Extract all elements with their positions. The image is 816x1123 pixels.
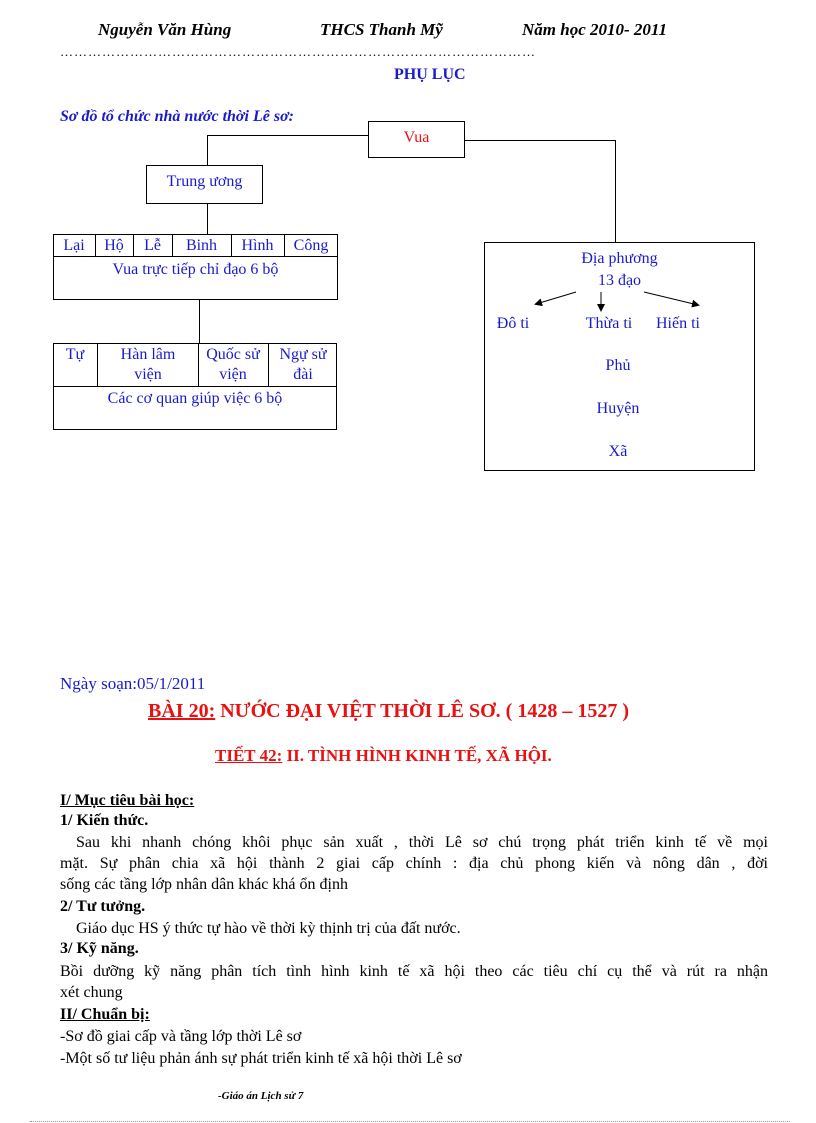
- ministry-cell: Công: [293, 237, 329, 254]
- provinces-label: 13 đạo: [597, 272, 642, 289]
- period-label: TIẾT 42:: [215, 746, 283, 765]
- connector-king-local-v: [615, 140, 616, 242]
- official-do-ti: Đô ti: [496, 315, 530, 332]
- ministry-cell: Hộ: [104, 237, 124, 254]
- arrow-do-ti: [536, 292, 576, 304]
- diagram-title: Sơ đồ tổ chức nhà nước thời Lê sơ:: [60, 108, 294, 125]
- footer-text: -Giáo án Lịch sử 7: [218, 1090, 304, 1102]
- skill-line: Bồi dưỡng kỹ năng phân tích tình hình kinh tế xã hội theo các tiêu chí cụ thể và rút ra nhận: [60, 963, 768, 980]
- king-label: Vua: [403, 129, 430, 146]
- ministry-cell: Binh: [185, 237, 218, 254]
- lesson-heading: [148, 700, 629, 723]
- header-author: Nguyễn Văn Hùng: [98, 20, 232, 39]
- knowledge-line: Sau khi nhanh chóng khôi phục sản xuất , thời Lê sơ chú trọng phát triển kinh tế về mọi: [76, 834, 768, 851]
- agencies-col-divider: [97, 343, 98, 386]
- period-heading: [215, 746, 552, 766]
- prep-heading: II/ Chuẩn bị:: [60, 1006, 150, 1023]
- lesson-label: BÀI 20:: [148, 700, 216, 722]
- lesson-date: Ngày soạn:05/1/2011: [60, 674, 206, 693]
- header-divider: …………………………………………………………………………………………: [60, 44, 536, 59]
- footer-divider: [30, 1121, 790, 1122]
- connector-king-central-h: [207, 135, 368, 136]
- ministries-caption: Vua trực tiếp chỉ đạo 6 bộ: [112, 261, 279, 278]
- connector-ministries-agencies: [199, 300, 200, 344]
- agency-cell: Hàn lâm viện: [120, 346, 176, 383]
- official-hien-ti: Hiến ti: [656, 315, 700, 332]
- ministries-row-divider: [53, 256, 338, 257]
- central-label: Trung ương: [166, 173, 243, 190]
- knowledge-paragraph: [60, 832, 768, 895]
- knowledge-line: mặt. Sự phân chia xã hội thành 2 giai cấp chính : địa chủ phong kiến và nông dân , đời: [60, 855, 768, 872]
- knowledge-heading: 1/ Kiến thức.: [60, 812, 149, 829]
- level-huyen: Huyện: [596, 400, 640, 417]
- header-school: THCS Thanh Mỹ: [320, 20, 443, 39]
- skill-heading: 3/ Kỹ năng.: [60, 940, 139, 957]
- local-label: Địa phương: [581, 250, 658, 267]
- ministry-cell: Lại: [63, 237, 85, 254]
- level-xa: Xã: [608, 443, 628, 460]
- prep-item: -Một số tư liệu phản ánh sự phát triển kinh tế xã hội thời Lê sơ: [60, 1050, 462, 1067]
- agencies-caption: Các cơ quan giúp việc 6 bộ: [107, 390, 283, 407]
- agency-cell: Tự: [65, 346, 85, 363]
- level-phu: Phủ: [605, 357, 631, 374]
- period-title: II. TÌNH HÌNH KINH TẾ, XÃ HỘI.: [282, 746, 552, 765]
- thought-heading: 2/ Tư tưởng.: [60, 898, 146, 915]
- agencies-col-divider: [268, 343, 269, 386]
- connector-central-ministries: [207, 204, 208, 234]
- ministry-cell: Hình: [241, 237, 274, 254]
- appendix-title: PHỤ LỤC: [394, 66, 466, 83]
- objectives-heading: I/ Mục tiêu bài học:: [60, 792, 195, 809]
- connector-king-local-h: [465, 140, 616, 141]
- lesson-title: NƯỚC ĐẠI VIỆT THỜI LÊ SƠ. ( 1428 – 1527 ): [215, 700, 630, 722]
- thought-line: Giáo dục HS ý thức tự hào về thời kỳ thịnh trị của đất nước.: [76, 920, 461, 937]
- prep-item: -Sơ đồ giai cấp và tầng lớp thời Lê sơ: [60, 1028, 302, 1045]
- agencies-row-divider: [53, 386, 337, 387]
- agency-cell: Ngự sử đài: [279, 346, 327, 383]
- skill-line: xét chung: [60, 984, 123, 1001]
- knowledge-line: sống các tầng lớp nhân dân khác khá ổn định: [60, 876, 348, 893]
- arrow-hien-ti: [644, 292, 698, 305]
- connector-king-central-v: [207, 135, 208, 165]
- skill-paragraph: [60, 961, 768, 1003]
- header-year: Năm học 2010- 2011: [522, 20, 667, 39]
- ministry-cell: Lễ: [144, 237, 161, 254]
- official-thua-ti: Thừa ti: [585, 315, 633, 332]
- agency-cell: Quốc sử viện: [206, 346, 260, 383]
